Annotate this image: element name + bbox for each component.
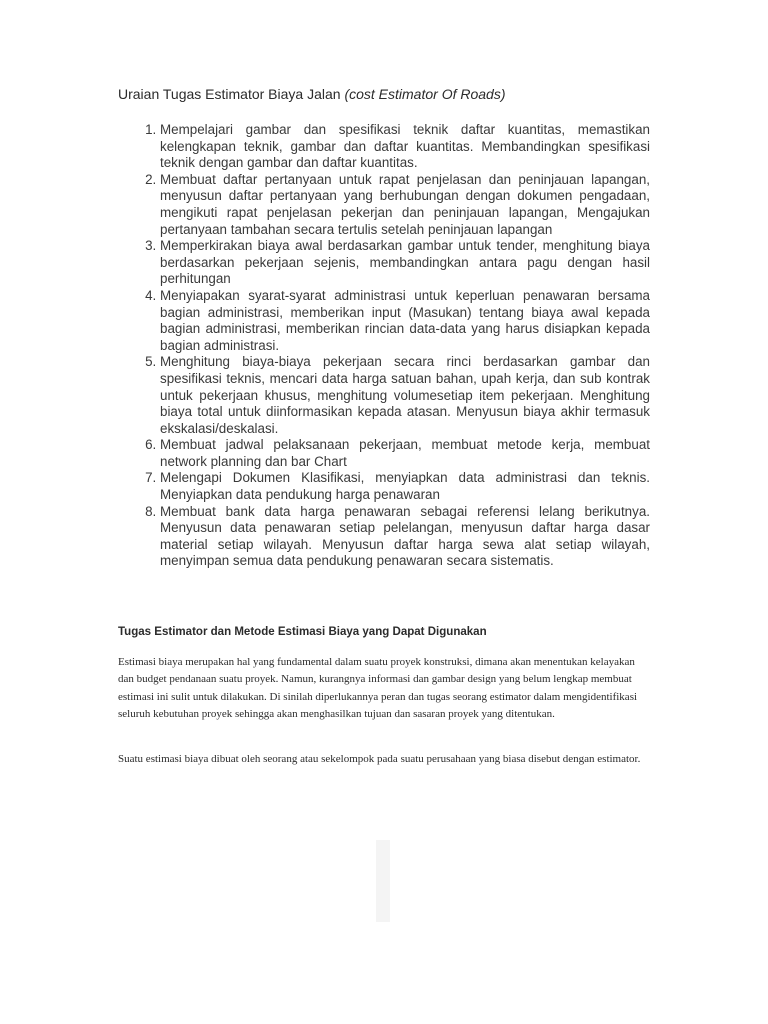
list-item: 6. Membuat jadwal pelaksanaan pekerjaan, membuat metode kerja, membuat network planning dan bar Chart — [160, 437, 650, 470]
section2-title: Tugas Estimator dan Metode Estimasi Biaya yang Dapat Digunakan — [118, 624, 487, 638]
section2-paragraph: Suatu estimasi biaya dibuat oleh seorang atau sekelompok pada suatu perusahaan yang biasa disebut dengan estimator. — [118, 753, 641, 765]
list-item: 2. Membuat daftar pertanyaan untuk rapat penjelasan dan peninjauan lapangan, menyusun daftar pertanyaan yang berhubungan dengan dokumen pengadaan, mengikuti rapat penjelasan pekerjan dan peninjauan lapangan, Mengajukan pertanyaan tambahan secara tertulis setelah peninjauan lapangan — [160, 172, 650, 238]
list-item: 4. Menyiapakan syarat-syarat administrasi untuk keperluan penawaran bersama bagian administrasi, memberikan input (Masukan) tentang biaya awal kepada bagian administrasi, memberikan rincian data-data yang harus disiapkan kepada bagian administrasi. — [160, 288, 650, 354]
section2-paragraph: Estimasi biaya merupakan hal yang fundamental dalam suatu proyek konstruksi, dimana akan menentukan kelayakan dan budget pendanaan suatu proyek. Namun, kurangnya informasi dan gambar design yang belum lengkap membuat estimasi ini sulit untuk dilakukan. Di sinilah diperlukannya peran dan tugas seorang estimator dalam mengidentifikasi seluruh kebutuhan proyek sehingga akan menghasilkan tujuan dan sasaran proyek yang ditentukan. — [118, 656, 638, 721]
section1-title — [118, 86, 678, 102]
list-item: 8. Membuat bank data harga penawaran sebagai referensi lelang berikutnya. Menyusun data penawaran setiap pelelangan, menyusun daftar harga dasar material setiap wilayah. Menyusun daftar harga sewa alat setiap wilayah, menyimpan semua data pendukung penawaran secara sistematis. — [160, 504, 650, 570]
image-placeholder — [376, 840, 390, 922]
list-item: 3. Memperkirakan biaya awal berdasarkan gambar untuk tender, menghitung biaya berdasarkan pekerjaan sejenis, membandingkan antara pagu dengan hasil perhitungan — [160, 238, 650, 288]
task-list — [118, 122, 650, 570]
section1-title-text: Uraian Tugas Estimator Biaya Jalan — [118, 86, 345, 102]
list-item: 5. Menghitung biaya-biaya pekerjaan secara rinci berdasarkan gambar dan spesifikasi teknis, mencari data harga satuan bahan, upah kerja, dan sub kontrak untuk pekerjaan khusus, menghitung volumesetiap item pekerjaan. Menghitung biaya total untuk diinformasikan kepada atasan. Menyusun biaya akhir termasuk ekskalasi/deskalasi. — [160, 354, 650, 437]
list-item: 1. Mempelajari gambar dan spesifikasi teknik daftar kuantitas, memastikan kelengkapan teknik, gambar dan daftar kuantitas. Membandingkan spesifikasi teknik dengan gambar dan daftar kuantitas. — [160, 122, 650, 172]
section1-title-italic: (cost Estimator Of Roads) — [344, 86, 506, 102]
list-item: 7. Melengapi Dokumen Klasifikasi, menyiapkan data administrasi dan teknis. Menyiapkan data pendukung harga penawaran — [160, 470, 650, 503]
